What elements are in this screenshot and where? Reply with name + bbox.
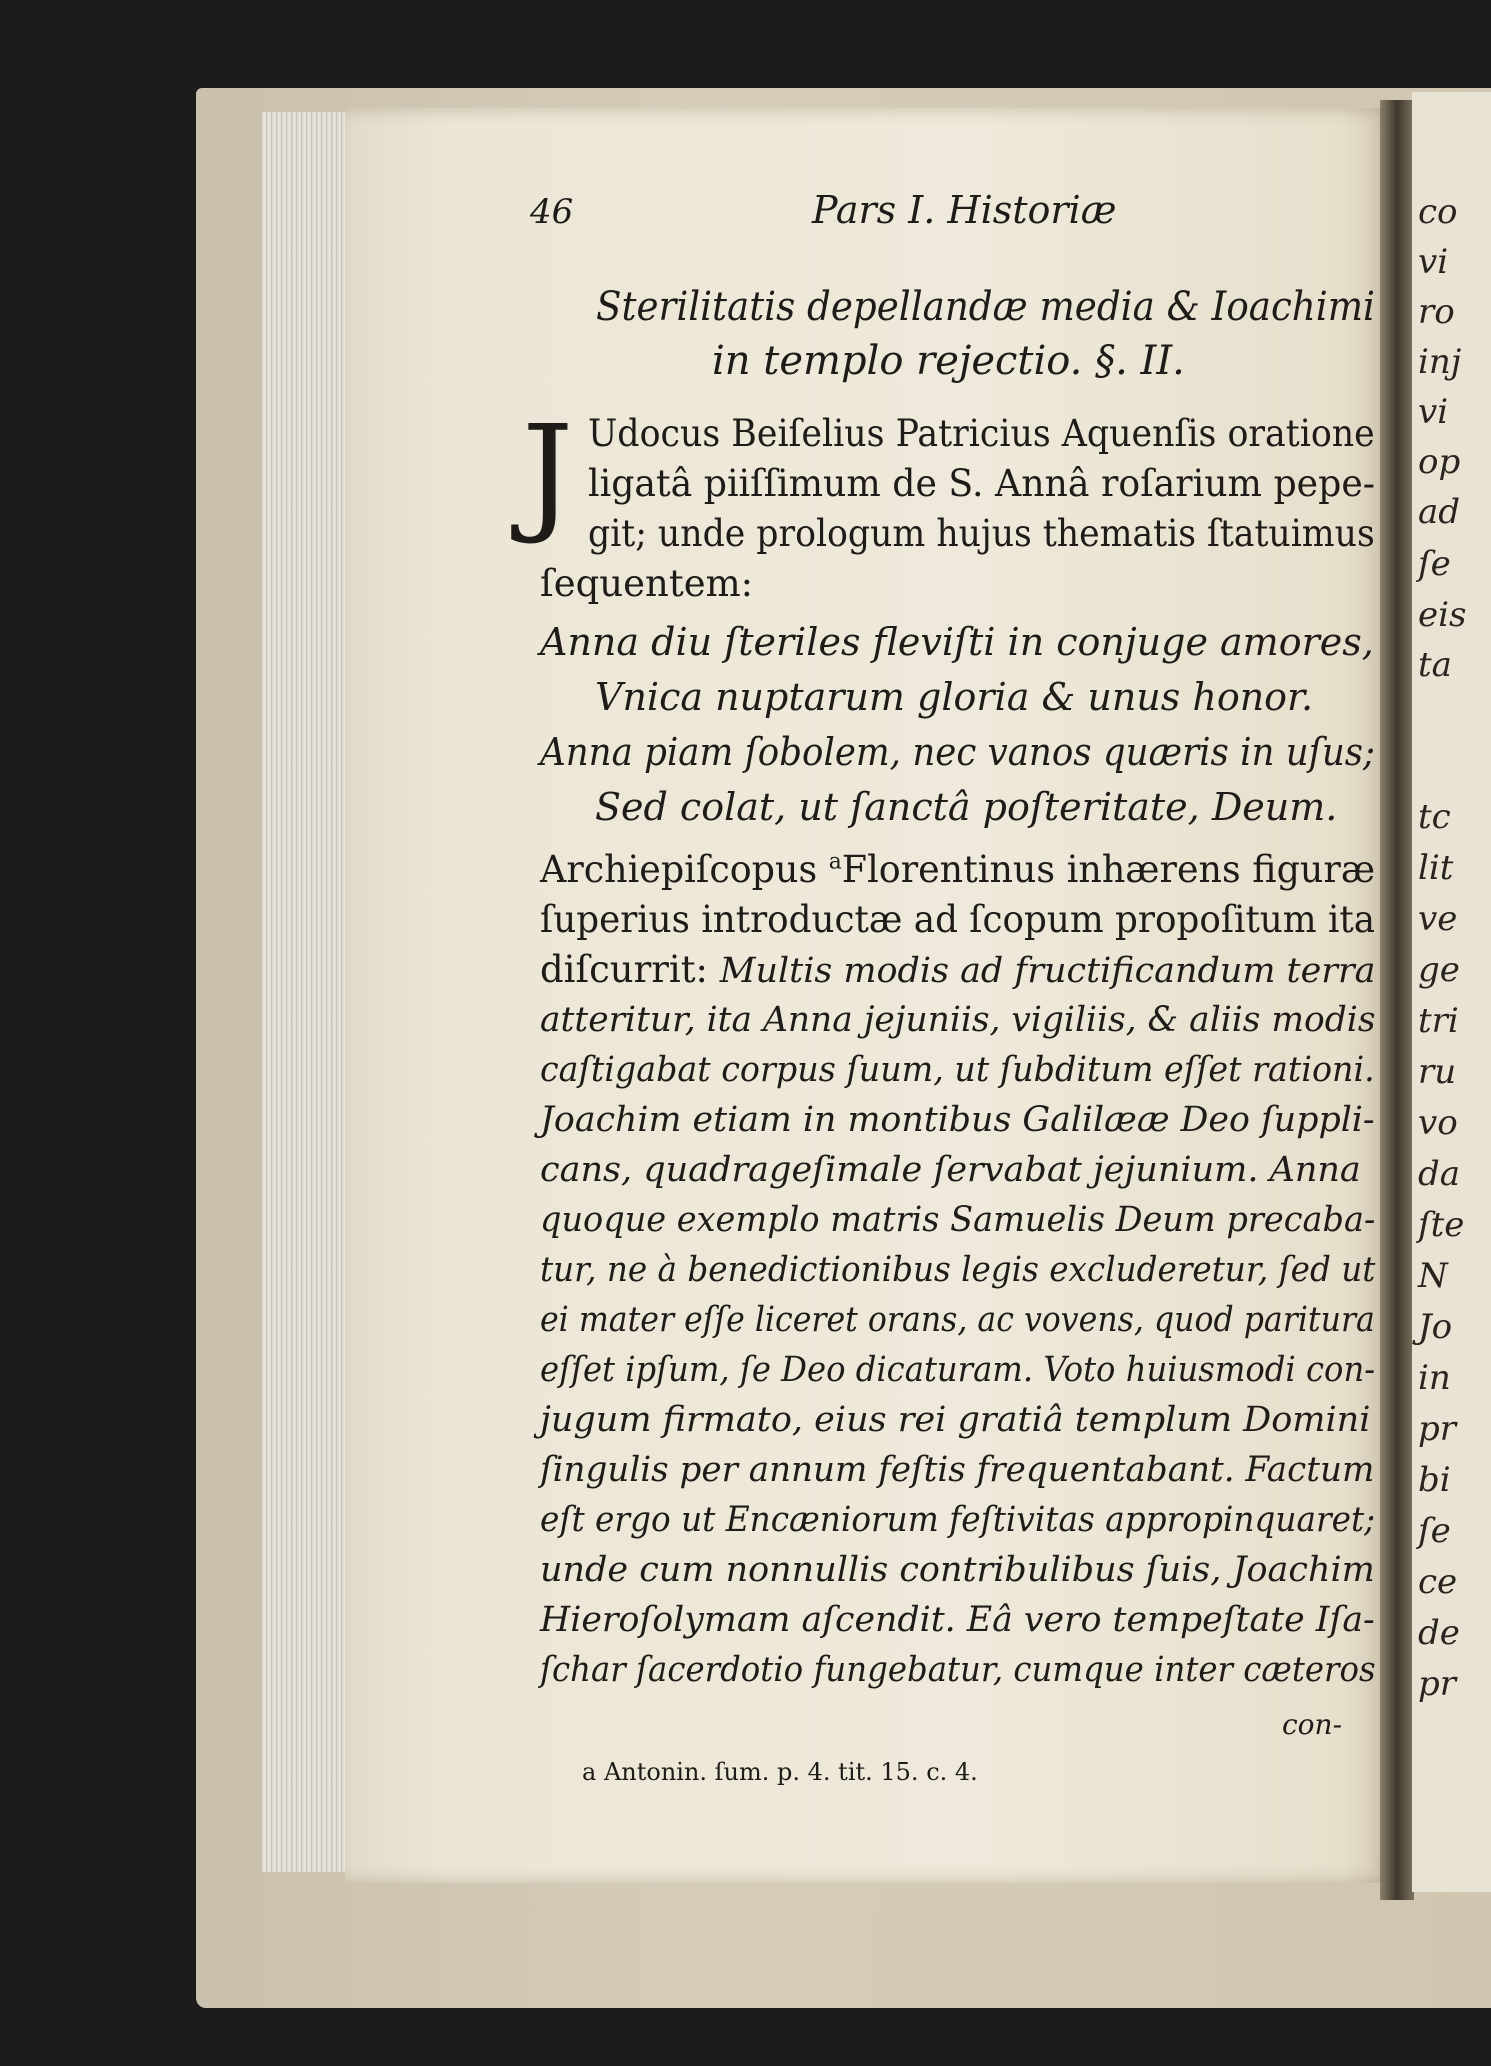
facing-fragment: vo (1418, 1103, 1458, 1143)
facing-fragment: ce (1418, 1562, 1458, 1602)
quotation-line: atteritur, ita Anna jejuniis, vigiliis, & aliis modis (540, 1000, 1376, 1040)
paragraph-line: Udocus Beiſelius Patricius Aquenſis oratione (588, 412, 1375, 455)
verse-line: Anna diu ſteriles fleviſti in conjuge amores, (540, 620, 1374, 664)
page-edges (262, 112, 352, 1872)
paragraph-text: diſcurrit: (540, 948, 720, 991)
facing-fragment: pr (1418, 1664, 1457, 1704)
facing-fragment: ge (1418, 950, 1460, 990)
verse-line: Anna piam ſobolem, nec vanos quæris in uſus; (540, 730, 1376, 774)
facing-fragment: ro (1418, 292, 1455, 332)
paragraph-text: Archiepiſcopus (540, 848, 829, 891)
quotation-line: tur, ne à benedictionibus legis excluderetur, ſed ut (540, 1250, 1376, 1290)
verse-line: Vnica nuptarum gloria & unus honor. (595, 675, 1314, 719)
facing-fragment: tc (1418, 797, 1451, 837)
quotation-line: eſſet ipſum, ſe Deo dicaturam. Voto huiusmodi con- (540, 1350, 1376, 1390)
facing-fragment: tri (1418, 1001, 1459, 1041)
quotation-line: caſtigabat corpus ſuum, ut ſubditum eſſet rationi. (540, 1050, 1375, 1090)
paragraph-line: ſuperius introductæ ad ſcopum propoſitum ita (540, 898, 1376, 941)
footnote: a Antonin. ſum. p. 4. tit. 15. c. 4. (582, 1758, 978, 1786)
facing-fragment: ta (1418, 645, 1452, 685)
facing-fragment: ſe (1418, 544, 1451, 584)
page-number: 46 (530, 192, 574, 232)
facing-fragment: ru (1418, 1052, 1457, 1092)
facing-fragment: ve (1418, 899, 1458, 939)
verse-line: Sed colat, ut ſanctâ poſteritate, Deum. (595, 785, 1338, 829)
facing-fragment: pr (1418, 1409, 1457, 1449)
quotation-line: unde cum nonnullis contribulibus ſuis, Joachim (540, 1550, 1375, 1590)
quotation-line: ſingulis per annum feſtis frequentabant. Factum (540, 1450, 1375, 1490)
paragraph-line (540, 848, 1375, 891)
facing-fragment: N (1418, 1256, 1448, 1296)
facing-fragment: ſe (1418, 1511, 1451, 1551)
footnote-marker: a (828, 848, 842, 875)
quotation-line: quoque exemplo matris Samuelis Deum precaba- (540, 1200, 1376, 1240)
facing-fragment: in (1418, 1358, 1451, 1398)
facing-fragment: Jo (1418, 1307, 1453, 1347)
facing-fragment: da (1418, 1154, 1461, 1194)
quotation-line: cans, quadrageſimale ſervabat jejunium. Anna (540, 1150, 1361, 1190)
quotation-line: Joachim etiam in montibus Galilææ Deo ſuppli- (540, 1100, 1375, 1140)
book-gutter (1380, 100, 1414, 1900)
facing-page (1412, 92, 1491, 1892)
facing-fragment: co (1418, 192, 1458, 232)
paragraph-line (540, 948, 1375, 991)
quotation-line: ei mater eſſe liceret orans, ac vovens, quod paritura (540, 1300, 1375, 1340)
paragraph-line: ſequentem: (540, 562, 754, 605)
paragraph-line: ligatâ piiſſimum de S. Annâ roſarium pepe- (588, 462, 1376, 505)
facing-fragment: de (1418, 1613, 1460, 1653)
facing-fragment: vi (1418, 392, 1449, 432)
facing-fragment: bi (1418, 1460, 1451, 1500)
facing-fragment: ad (1418, 492, 1461, 532)
quotation-line: Hieroſolymam aſcendit. Eâ vero tempeſtate Iſa- (540, 1600, 1375, 1640)
facing-fragment: eis (1418, 595, 1467, 635)
facing-fragment: op (1418, 442, 1461, 482)
paragraph-text: Florentinus inhærens figuræ (841, 848, 1376, 891)
section-heading: in templo rejectio. §. II. (712, 338, 1185, 384)
facing-fragment: ſte (1418, 1205, 1465, 1245)
paragraph-line: git; unde prologum hujus thematis ſtatuimus (588, 512, 1375, 555)
facing-fragment: inj (1418, 342, 1462, 382)
drop-cap: J (522, 399, 574, 548)
quotation-text: Multis modis ad fructificandum terra (719, 951, 1376, 991)
catchword: con- (1282, 1708, 1343, 1741)
facing-fragment: vi (1418, 242, 1449, 282)
running-head: Pars I. Historiæ (812, 188, 1117, 232)
quotation-line: jugum firmato, eius rei gratiâ templum Domini (540, 1400, 1371, 1440)
quotation-line: eſt ergo ut Encæniorum feſtivitas appropinquaret; (540, 1500, 1376, 1540)
quotation-line: ſchar ſacerdotio fungebatur, cumque inter cæteros (540, 1650, 1376, 1690)
section-heading: Sterilitatis depellandæ media & Ioachimi (596, 284, 1375, 330)
facing-fragment: lit (1418, 848, 1454, 888)
